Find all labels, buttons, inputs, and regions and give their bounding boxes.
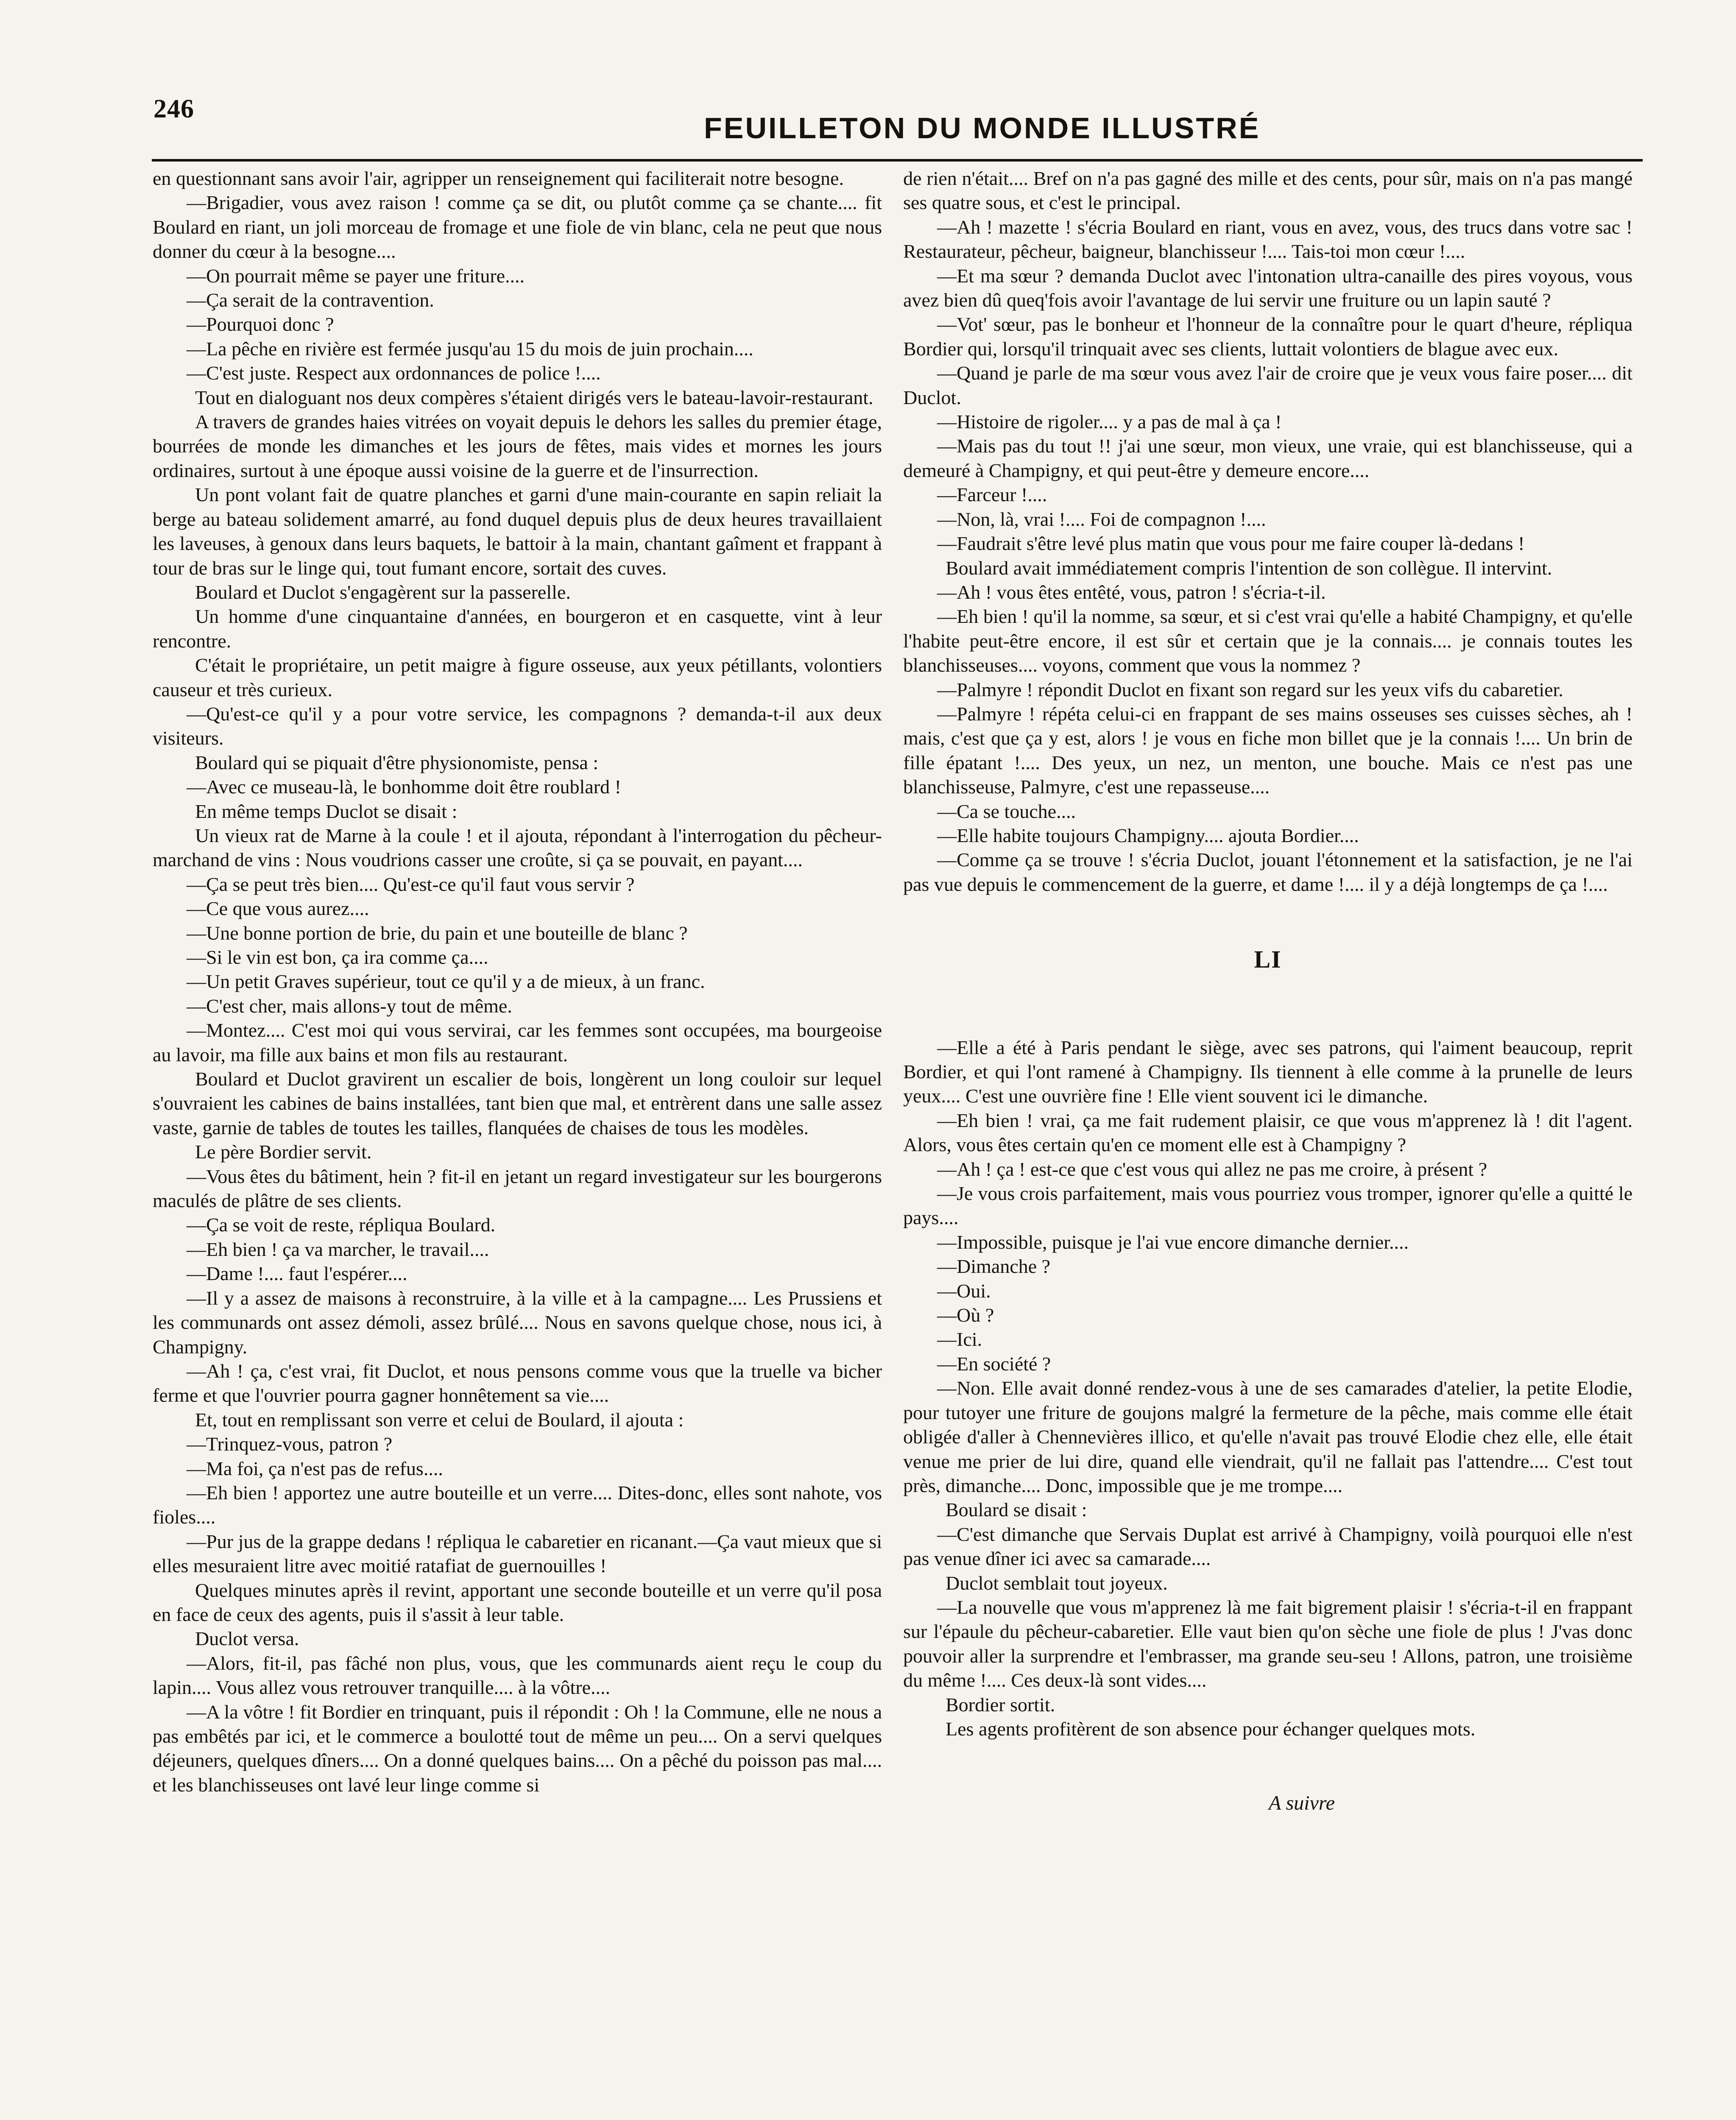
- paragraph: —Ça se voit de reste, répliqua Boulard.: [187, 1214, 496, 1236]
- paragraph: —Si le vin est bon, ça ira comme ça....: [187, 946, 488, 968]
- left-text-column: [153, 166, 882, 1797]
- paragraph: Un vieux rat de Marne à la coule ! et il ajouta, répondant à l'interrogation du pêcheur-marchand de vins : Nous voudrions casser une croûte, si ça se pouvait, en payant....: [153, 824, 882, 871]
- paragraph: Et, tout en remplissant son verre et celui de Boulard, il ajouta :: [195, 1409, 684, 1431]
- paragraph: —Montez.... C'est moi qui vous servirai, car les femmes sont occupées, ma bourgeoise au lavoir, ma fille aux bains et mon fils au restaurant.: [153, 1019, 882, 1066]
- paragraph: —C'est dimanche que Servais Duplat est arrivé à Champigny, voilà pourquoi elle n'est pas venue dîner ici avec sa camarade....: [903, 1523, 1633, 1570]
- paragraph: Boulard qui se piquait d'être physionomiste, pensa :: [195, 751, 599, 773]
- paragraph: —Il y a assez de maisons à reconstruire, à la ville et à la campagne.... Les Prussiens et les communards ont assez démoli, assez brûlé.... Nous en savons quelque chose, nous ici, à Champigny.: [153, 1287, 882, 1358]
- paragraph: —Ah ! mazette ! s'écria Boulard en riant, vous en avez, vous, des trucs dans votre sac ! Restaurateur, pêcheur, baigneur, blanchisseur !.... Tais-toi mon cœur !....: [903, 216, 1633, 262]
- paragraph: —Ça se peut très bien.... Qu'est-ce qu'il faut vous servir ?: [187, 873, 635, 895]
- paragraph: —Non, là, vrai !.... Foi de compagnon !....: [937, 508, 1266, 530]
- paragraph: —Ah ! ça ! est-ce que c'est vous qui allez ne pas me croire, à présent ?: [937, 1158, 1488, 1180]
- paragraph: —Farceur !....: [937, 484, 1047, 506]
- paragraph: C'était le propriétaire, un petit maigre à figure osseuse, aux yeux pétillants, volontiers causeur et très curieux.: [153, 654, 882, 700]
- paragraph: —Pourquoi donc ?: [187, 313, 334, 335]
- right-column-paragraphs: [903, 166, 1633, 1741]
- paragraph: —Alors, fit-il, pas fâché non plus, vous, que les communards aient reçu le coup du lapin.... Vous allez vous retrouver tranquille.... à la vôtre....: [153, 1652, 882, 1699]
- paragraph: en questionnant sans avoir l'air, agripper un renseignement qui faciliterait notre besogne.: [153, 167, 844, 189]
- paragraph: A travers de grandes haies vitrées on voyait depuis le dehors les salles du premier étage, bourrées de monde les dimanches et les jours de fêtes, mais vides et mornes les jours ordinaires, surtout à une époque aussi voisine de la guerre et de l'insurrection.: [153, 411, 882, 481]
- paragraph: —Palmyre ! répondit Duclot en fixant son regard sur les yeux vifs du cabaretier.: [937, 678, 1563, 700]
- paragraph: Quelques minutes après il revint, apportant une seconde bouteille et un verre qu'il posa en face de ceux des agents, puis il s'assit à leur table.: [153, 1579, 882, 1625]
- paragraph: —Où ?: [937, 1304, 994, 1326]
- paragraph: —Vous êtes du bâtiment, hein ? fit-il en jetant un regard investigateur sur les bourgerons maculés de plâtre de ses clients.: [153, 1165, 882, 1212]
- paragraph: —La nouvelle que vous m'apprenez là me fait bigrement plaisir ! s'écria-t-il en frappant sur l'épaule du pêcheur-cabaretier. Elle vaut bien qu'on sèche une fiole de plus ! J'vas donc pouvoir aller la surprendre et l'embrasser, ma grande seu-seu ! Allons, patron, une troisième du même !.... Ces deux-là sont vides....: [903, 1596, 1633, 1691]
- paragraph: —La pêche en rivière est fermée jusqu'au 15 du mois de juin prochain....: [187, 338, 754, 360]
- paragraph: Duclot versa.: [195, 1628, 299, 1650]
- paragraph: —C'est cher, mais allons-y tout de même.: [187, 995, 512, 1017]
- paragraph: —Ca se touche....: [937, 800, 1076, 822]
- paragraph: —Qu'est-ce qu'il y a pour votre service, les compagnons ? demanda-t-il aux deux visiteurs.: [153, 703, 882, 749]
- right-text-column: [903, 166, 1633, 1816]
- paragraph: —Eh bien ! vrai, ça me fait rudement plaisir, ce que vous m'apprenez là ! dit l'agent. Alors, vous êtes certain qu'en ce moment elle est à Champigny ?: [903, 1109, 1633, 1156]
- paragraph: Les agents profitèrent de son absence pour échanger quelques mots.: [946, 1718, 1476, 1740]
- paragraph: —Non. Elle avait donné rendez-vous à une de ses camarades d'atelier, la petite Elodie, pour tutoyer une friture de goujons malgré la fermeture de la pêche, mais comme elle était obligée d'aller à Chennevières illico, et qu'elle n'avait pas trouvé Elodie chez elle, elle était venue me prier de lui dire, quand elle viendrait, qu'il ne fallait pas l'attendre.... C'est tout près, dimanche.... Donc, impossible que je me trompe....: [903, 1377, 1633, 1496]
- paragraph: —Faudrait s'être levé plus matin que vous pour me faire couper là-dedans !: [937, 533, 1525, 555]
- paragraph: de rien n'était.... Bref on n'a pas gagné des mille et des cents, pour sûr, mais on n'a pas mangé ses quatre sous, et c'est le principal.: [903, 167, 1633, 214]
- paragraph: Duclot semblait tout joyeux.: [946, 1572, 1168, 1594]
- paragraph: —Ça serait de la contravention.: [187, 289, 434, 311]
- paragraph: —A la vôtre ! fit Bordier en trinquant, puis il répondit : Oh ! la Commune, elle ne nous a pas embêtés par ici, et le commerce a boulotté tout de même un peu.... On a servi quelques déjeuners, quelques dîners.... On a donné quelques bains.... On a pêché du poisson pas mal.... et les blanchisseuses ont lavé leur linge comme si: [153, 1701, 882, 1796]
- paragraph: —Avec ce museau-là, le bonhomme doit être roublard !: [187, 776, 621, 798]
- paragraph: —Je vous crois parfaitement, mais vous pourriez vous tromper, ignorer qu'elle a quitté le pays....: [903, 1183, 1633, 1229]
- paragraph: —On pourrait même se payer une friture....: [187, 265, 525, 287]
- paragraph: —Dimanche ?: [937, 1255, 1050, 1278]
- paragraph: —Eh bien ! ça va marcher, le travail....: [187, 1238, 489, 1260]
- paragraph: Un homme d'une cinquantaine d'années, en bourgeron et en casquette, vint à leur rencontre.: [153, 605, 882, 652]
- paragraph: —Ma foi, ça n'est pas de refus....: [187, 1457, 443, 1479]
- paragraph: En même temps Duclot se disait :: [195, 800, 458, 822]
- paragraph: Boulard se disait :: [946, 1499, 1087, 1521]
- paragraph: Boulard et Duclot gravirent un escalier de bois, longèrent un long couloir sur lequel s'ouvraient les cabines de bains installées, tant bien que mal, et entrèrent dans une salle assez vaste, garnie de tables de toutes les tailles, flanquées de chaises de tous les modèles.: [153, 1068, 882, 1138]
- paragraph: —Oui.: [937, 1280, 991, 1302]
- paragraph: Tout en dialoguant nos deux compères s'étaient dirigés vers le bateau-lavoir-restaurant.: [195, 386, 874, 408]
- paragraph: —Mais pas du tout !! j'ai une sœur, mon vieux, une vraie, qui est blanchisseuse, qui a demeuré à Champigny, et qui peut-être y demeure encore....: [903, 435, 1633, 481]
- chapter-heading: LI: [1254, 946, 1282, 974]
- paragraph: —Trinquez-vous, patron ?: [187, 1433, 393, 1455]
- paragraph: Boulard avait immédiatement compris l'intention de son collègue. Il intervint.: [946, 557, 1552, 579]
- to-be-continued: A suivre: [1269, 1792, 1335, 1815]
- paragraph: —Elle habite toujours Champigny.... ajouta Bordier....: [937, 824, 1359, 846]
- paragraph: Bordier sortit.: [946, 1693, 1055, 1716]
- page-number: 246: [154, 95, 194, 123]
- header-rule: [152, 159, 1643, 162]
- paragraph: —Eh bien ! apportez une autre bouteille et un verre.... Dites-donc, elles sont nahote, vos fioles....: [153, 1481, 882, 1528]
- paragraph: —Palmyre ! répéta celui-ci en frappant de ses mains osseuses ses cuisses sèches, ah ! mais, c'est que ça y est, alors ! je vous en fiche mon billet que je la connais !.... Un brin de fille épatant !.... Des yeux, un nez, un menton, une bouche. Mais ce n'est pas une blanchisseuse, Palmyre, c'est une repasseuse....: [903, 703, 1633, 798]
- paragraph: —Brigadier, vous avez raison ! comme ça se dit, ou plutôt comme ça se chante.... fit Boulard en riant, un joli morceau de fromage et une fiole de vin blanc, cela ne peut que nous donner du cœur à la besogne....: [153, 192, 882, 262]
- paragraph: —Impossible, puisque je l'ai vue encore dimanche dernier....: [937, 1231, 1409, 1253]
- running-title: FEUILLETON DU MONDE ILLUSTRÉ: [704, 112, 1261, 145]
- paragraph: —Ah ! ça, c'est vrai, fit Duclot, et nous pensons comme vous que la truelle va bicher ferme et que l'ouvrier pourra gagner honnêtement sa vie....: [153, 1360, 882, 1406]
- paragraph: —Vot' sœur, pas le bonheur et l'honneur de la connaître pour le quart d'heure, répliqua Bordier qui, lorsqu'il trinquait avec ses clients, luttait volontiers de blague avec eux.: [903, 313, 1633, 360]
- paragraph: —Elle a été à Paris pendant le siège, avec ses patrons, qui l'aiment beaucoup, reprit Bordier, et qui l'ont ramené à Champigny. Ils tiennent à elle comme à la prunelle de leurs yeux.... C'est une ouvrière fine ! Elle vient souvent ici le dimanche.: [903, 1036, 1633, 1107]
- paragraph: —Ah ! vous êtes entêté, vous, patron ! s'écria-t-il.: [937, 581, 1326, 603]
- paragraph: —C'est juste. Respect aux ordonnances de police !....: [187, 362, 601, 384]
- paragraph: —Dame !.... faut l'espérer....: [187, 1263, 407, 1285]
- paragraph: Boulard et Duclot s'engagèrent sur la passerelle.: [195, 581, 571, 603]
- paragraph: —Ici.: [937, 1328, 982, 1350]
- paragraph: —Ce que vous aurez....: [187, 898, 369, 920]
- paragraph: —Histoire de rigoler.... y a pas de mal à ça !: [937, 411, 1282, 433]
- paragraph: —Et ma sœur ? demanda Duclot avec l'intonation ultra-canaille des pires voyous, vous avez bien dû queq'fois avoir l'avantage de lui servir une fruiture ou un lapin sauté ?: [903, 265, 1633, 311]
- paragraph: —Quand je parle de ma sœur vous avez l'air de croire que je veux vous faire poser.... dit Duclot.: [903, 362, 1633, 408]
- paragraph: —Une bonne portion de brie, du pain et une bouteille de blanc ?: [187, 922, 688, 944]
- paragraph: —Pur jus de la grappe dedans ! répliqua le cabaretier en ricanant.—Ça vaut mieux que si elles mesuraient litre avec moitié ratafiat de guernouilles !: [153, 1530, 882, 1577]
- paragraph: Le père Bordier servit.: [195, 1141, 372, 1163]
- paragraph: —Un petit Graves supérieur, tout ce qu'il y a de mieux, à un franc.: [187, 971, 705, 993]
- paragraph: —Eh bien ! qu'il la nomme, sa sœur, et si c'est vrai qu'elle a habité Champigny, et qu'elle l'habite peut-être encore, il est sûr et certain que je la connais.... je connais toutes les blanchisseuses.... voyons, comment que vous la nommez ?: [903, 605, 1633, 676]
- paragraph: —En société ?: [937, 1353, 1051, 1375]
- paragraph: —Comme ça se trouve ! s'écria Duclot, jouant l'étonnement et la satisfaction, je ne l'ai pas vue depuis le commencement de la guerre, et dame !.... il y a déjà longtemps de ça !....: [903, 849, 1633, 895]
- paragraph: Un pont volant fait de quatre planches et garni d'une main-courante en sapin reliait la berge au bateau solidement amarré, au fond duquel depuis plus de deux heures travaillaient les laveuses, à genoux dans leurs baquets, le battoir à la main, chantant gaîment et frappant à tour de bras sur le linge qui, tout fumant encore, sortait des cuves.: [153, 484, 882, 579]
